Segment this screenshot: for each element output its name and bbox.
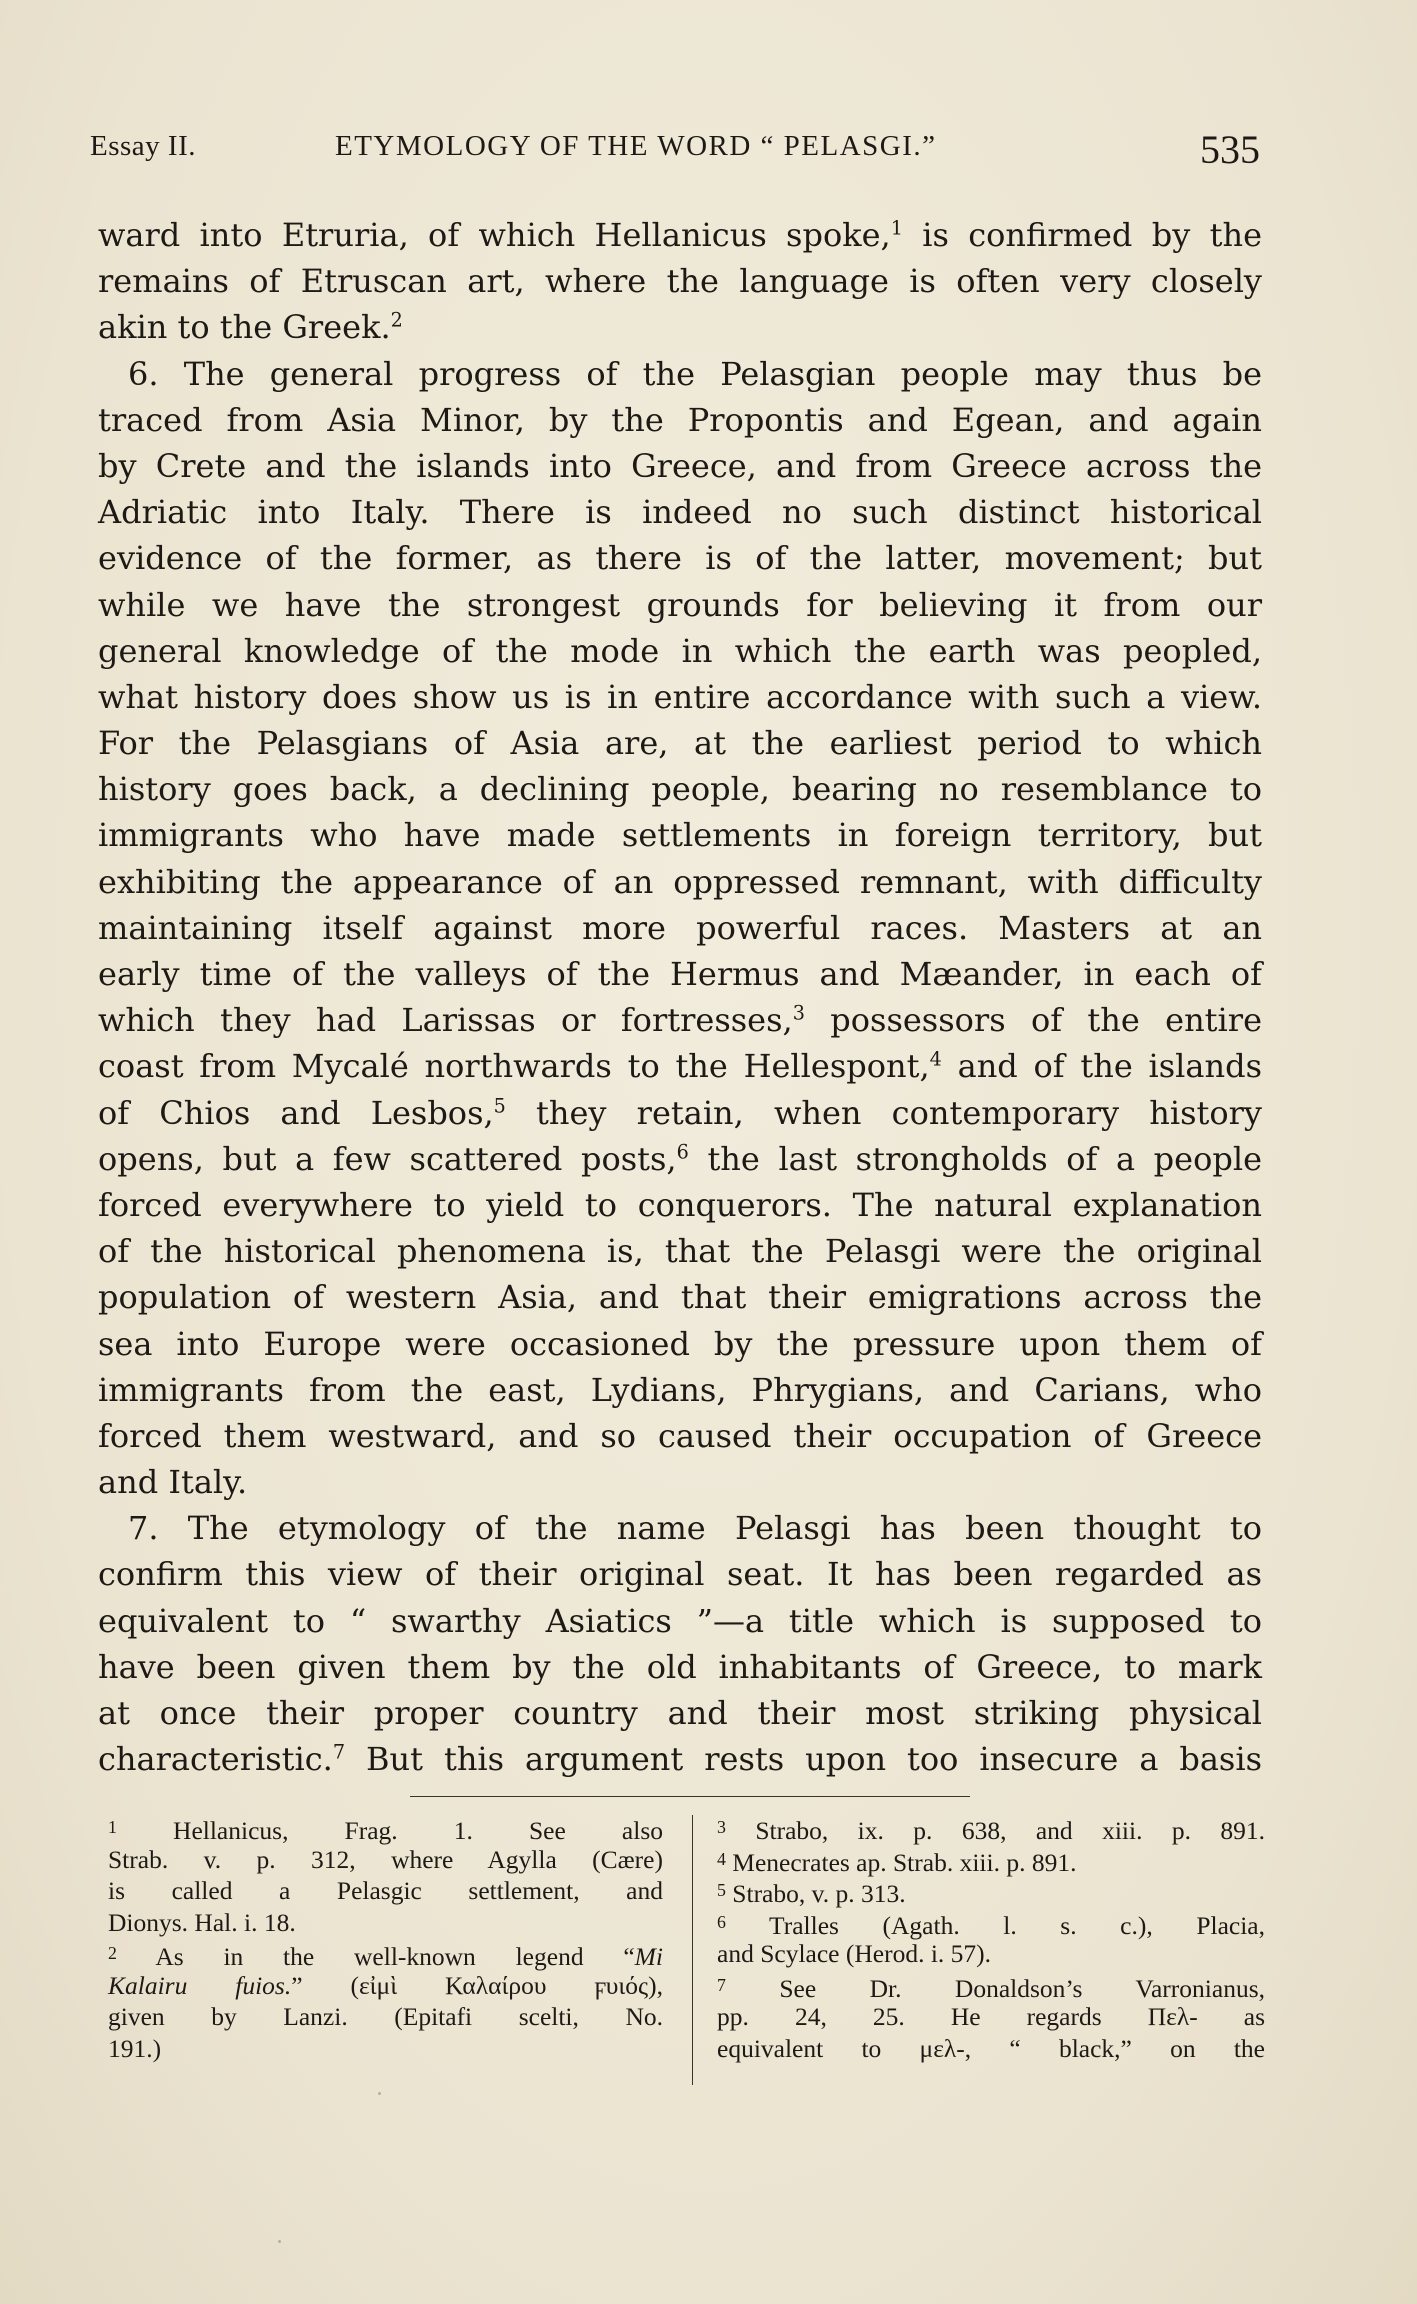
- body-line-text: forced them westward, and so caused their occupation of Greece: [98, 1416, 1262, 1455]
- footnote-line: [717, 1812, 1265, 1844]
- footnote-line: [717, 1970, 1265, 2002]
- body-line-text: at once their proper country and their most striking physical: [98, 1694, 1262, 1732]
- body-line-text: is confirmed by the: [902, 216, 1263, 254]
- body-line-text: 6. The general progress of the Pelasgian people may thus be: [128, 354, 1262, 393]
- footnote-rule: [410, 1796, 970, 1797]
- body-line-text: immigrants who have made settlements in foreign territory, but: [98, 816, 1262, 855]
- body-line-text: For the Pelasgians of Asia are, at the earliest period to which: [98, 724, 1262, 763]
- body-line-text: exhibiting the appearance of an oppressed remnant, with difficulty: [98, 862, 1262, 901]
- body-line-text: population of western Asia, and that their emigrations across the: [98, 1278, 1262, 1317]
- body-line: [98, 859, 1262, 905]
- footnote-reference: 1: [890, 216, 903, 240]
- footnote-line: [717, 1844, 1265, 1876]
- body-line-text: of Chios and Lesbos,: [98, 1093, 494, 1132]
- body-line-text: coast from Mycalé northwards to the Hellespont,: [98, 1047, 930, 1086]
- body-line: [98, 997, 1262, 1043]
- footnote-column-divider: [692, 1815, 693, 2085]
- body-line: [98, 951, 1262, 997]
- body-line-text: maintaining itself against more powerful races. Masters at an: [98, 908, 1262, 947]
- body-line-text: have been given them by the old inhabitants of Greece, to mark: [98, 1647, 1262, 1686]
- body-line-text: what history does show us is in entire accordance with such a view.: [98, 677, 1262, 716]
- footnote-italic-text: Kalairu fuios.: [108, 1970, 292, 2000]
- body-line: [98, 720, 1262, 766]
- body-line-text: which they had Larissas or fortresses,: [98, 1001, 793, 1040]
- body-line-text: by Crete and the islands into Greece, and from Greece across the: [98, 446, 1262, 485]
- footnote-reference: 7: [332, 1740, 346, 1764]
- body-line: [98, 1690, 1262, 1736]
- footnote-text: ” (εἰμὶ Καλαίρου ϝυιός),: [291, 1970, 663, 2000]
- body-line-text: forced everywhere to yield to conquerors. The natural explanation: [98, 1185, 1262, 1224]
- footnote-text: pp. 24, 25. He regards Πελ- as: [717, 2002, 1265, 2031]
- body-line: [98, 397, 1262, 443]
- paper-speck: [378, 2092, 381, 2095]
- footnote-text: Menecrates ap. Strab. xiii. p. 891.: [732, 1847, 1077, 1877]
- body-line-text: immigrants from the east, Lydians, Phrygians, and Carians, who: [98, 1370, 1262, 1409]
- body-line: [98, 1598, 1262, 1644]
- body-line-text: opens, but a few scattered posts,: [98, 1139, 677, 1178]
- body-line: [98, 443, 1262, 489]
- footnote-number: 3: [717, 1817, 726, 1837]
- footnote-text: Strab. v. p. 312, where Agylla (Cære): [108, 1844, 663, 1874]
- header-title: ETYMOLOGY OF THE WORD “ PELASGI.”: [335, 130, 937, 162]
- body-line: [98, 1321, 1262, 1367]
- body-line: [98, 674, 1262, 720]
- body-line: [98, 212, 1262, 258]
- footnote-number: 4: [717, 1848, 726, 1869]
- footnote-line: [717, 2033, 1265, 2065]
- footnote-line: [108, 1907, 663, 1939]
- body-line-text: traced from Asia Minor, by the Propontis and Egean, and again: [98, 400, 1262, 439]
- footnote-line: [108, 1970, 663, 2002]
- body-line-text: akin to the Greek.: [98, 308, 391, 347]
- footnote-line: [108, 2001, 663, 2033]
- footnote-text: See Dr. Donaldson’s Varronianus,: [779, 1973, 1265, 2003]
- body-line: [98, 1551, 1262, 1597]
- body-line: [98, 1136, 1262, 1182]
- body-line-text: the last strongholds of a people: [688, 1139, 1263, 1178]
- header-essay-label: Essay II.: [90, 130, 196, 162]
- page-number: 535: [1200, 127, 1260, 172]
- body-text: [98, 212, 1262, 1782]
- footnote-text: As in the well-known legend “: [155, 1942, 635, 1972]
- footnote-line: [717, 1938, 1265, 1970]
- footnote-text: equivalent to μελ-, “ black,” on the: [717, 2033, 1265, 2063]
- body-line-text: Adriatic into Italy. There is indeed no such distinct historical: [98, 493, 1262, 532]
- footnote-reference: 2: [390, 308, 403, 332]
- body-line: [98, 1182, 1262, 1228]
- body-line-text: 7. The etymology of the name Pelasgi has been thought to: [128, 1509, 1262, 1548]
- body-line-text: confirm this view of their original seat. It has been regarded as: [98, 1555, 1262, 1594]
- footnote-text: Dionys. Hal. i. 18.: [108, 1907, 296, 1937]
- body-line: [98, 1043, 1262, 1089]
- footnote-number: 6: [717, 1911, 726, 1932]
- body-line-text: evidence of the former, as there is of the latter, movement; but: [98, 539, 1262, 578]
- footnote-line: [108, 1844, 663, 1876]
- footnote-number: 2: [108, 1943, 117, 1963]
- footnote-text: 191.): [108, 2033, 162, 2063]
- footnote-line: [717, 1907, 1265, 1939]
- footnote-text: given by Lanzi. (Epitafi scelti, No.: [108, 2002, 663, 2031]
- footnote-number: 5: [717, 1880, 726, 1900]
- body-line: [98, 1413, 1262, 1459]
- footnote-text: Strabo, v. p. 313.: [732, 1879, 906, 1909]
- body-line: [98, 1459, 1262, 1505]
- footnote-number: 7: [717, 1974, 726, 1995]
- body-line-text: possessors of the entire: [804, 1001, 1263, 1040]
- running-header: [90, 127, 1260, 190]
- body-line-text: sea into Europe were occasioned by the pressure upon them of: [98, 1324, 1262, 1363]
- body-line-text: equivalent to “ swarthy Asiatics ”—a title which is supposed to: [98, 1601, 1262, 1640]
- body-line-text: and Italy.: [98, 1463, 248, 1502]
- footnote-line: [108, 2033, 663, 2065]
- body-line: [98, 1644, 1262, 1690]
- body-line-text: remains of Etruscan art, where the language is often very closely: [98, 262, 1262, 301]
- footnote-line: [108, 1938, 663, 1970]
- body-line-text: ward into Etruria, of which Hellanicus spoke,: [98, 216, 891, 254]
- footnotes-left-column: [108, 1812, 663, 2064]
- body-line: [98, 304, 1262, 350]
- footnote-reference: 6: [676, 1140, 689, 1164]
- body-line: [98, 1736, 1262, 1782]
- footnote-text: is called a Pelasgic settlement, and: [108, 1876, 663, 1905]
- body-line: [98, 766, 1262, 812]
- footnote-text: Hellanicus, Frag. 1. See also: [173, 1816, 664, 1846]
- body-line: [98, 258, 1262, 304]
- footnote-reference: 3: [792, 1001, 805, 1025]
- body-line-text: while we have the strongest grounds for believing it from our: [98, 585, 1262, 624]
- footnote-reference: 4: [929, 1047, 942, 1071]
- body-line: [98, 535, 1262, 581]
- body-line: [98, 1505, 1262, 1551]
- footnote-text: and Scylace (Herod. i. 57).: [717, 1939, 992, 1968]
- body-line: [98, 351, 1262, 397]
- footnote-number: 1: [108, 1817, 117, 1837]
- footnote-reference: 5: [493, 1094, 506, 1118]
- footnotes-right-column: [717, 1812, 1265, 2064]
- footnote-text: Strabo, ix. p. 638, and xiii. p. 891.: [755, 1816, 1266, 1846]
- paper-speck: [278, 2240, 281, 2243]
- body-line-text: general knowledge of the mode in which the earth was peopled,: [98, 631, 1262, 670]
- body-line: [98, 1090, 1262, 1136]
- footnote-italic-text: Mi: [634, 1942, 663, 1972]
- body-line-text: of the historical phenomena is, that the Pelasgi were the original: [98, 1232, 1262, 1271]
- body-line: [98, 489, 1262, 535]
- footnote-text: Tralles (Agath. l. s. c.), Placia,: [769, 1910, 1265, 1940]
- body-line-text: characteristic.: [98, 1740, 333, 1779]
- body-line: [98, 1274, 1262, 1320]
- body-line: [98, 582, 1262, 628]
- body-line: [98, 1228, 1262, 1274]
- body-line-text: they retain, when contemporary history: [505, 1093, 1263, 1132]
- footnote-line: [717, 2001, 1265, 2033]
- body-line: [98, 905, 1262, 951]
- footnote-line: [108, 1812, 663, 1844]
- body-line-text: early time of the valleys of the Hermus and Mæander, in each of: [98, 955, 1262, 993]
- body-line: [98, 628, 1262, 674]
- footnote-line: [108, 1875, 663, 1907]
- body-line: [98, 1367, 1262, 1413]
- body-line-text: But this argument rests upon too insecure a basis: [345, 1740, 1262, 1779]
- body-line: [98, 812, 1262, 858]
- footnote-line: [717, 1875, 1265, 1907]
- body-line-text: history goes back, a declining people, bearing no resemblance to: [98, 770, 1262, 809]
- body-line-text: and of the islands: [941, 1047, 1263, 1086]
